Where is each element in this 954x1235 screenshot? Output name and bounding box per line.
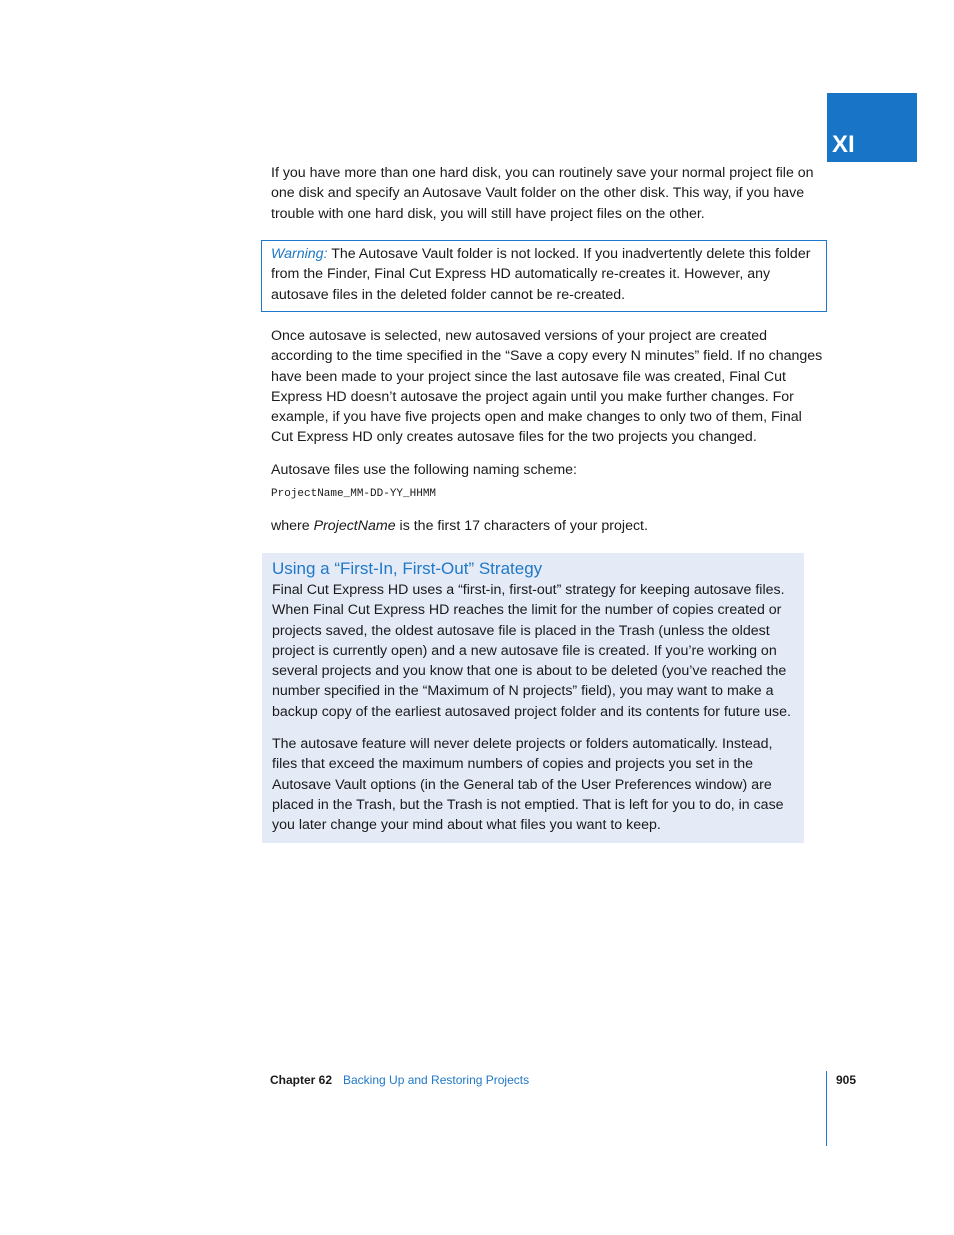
warning-note: [261, 240, 827, 312]
naming-code: ProjectName_MM-DD-YY_HHMM: [271, 488, 437, 500]
naming-intro: Autosave files use the following naming scheme:: [271, 462, 577, 478]
where-prefix: where: [271, 518, 314, 534]
strategy-paragraph-1: Final Cut Express HD uses a “first-in, first-out” strategy for keeping autosave files. When Final Cut Express HD reaches the limit for the number of copies created or projects saved, the oldest autosave file is placed in the Trash (unless the oldest project is currently open) and a new autosave file is created. If you’re working on several projects and you know that one is about to be deleted (you’ve reached the number specified in the “Maximum of N projects” field), you may want to make a backup copy of the earliest autosaved project folder and its contents for future use.: [272, 582, 791, 720]
footer-chapter: Chapter 62: [270, 1073, 333, 1087]
warning-label: Warning:: [271, 246, 328, 262]
footer-divider: [826, 1071, 827, 1146]
strategy-heading: Using a “First-In, First-Out” Strategy: [272, 559, 543, 578]
autosave-paragraph: Once autosave is selected, new autosaved versions of your project are created according to the time specified in the “Save a copy every N minutes” field. If no changes have been made to your project since the last autosave file was created, Final Cut Express HD doesn’t autosave the project again until you make further changes. For example, if you have five projects open and make changes to only two of them, Final Cut Express HD only creates autosave files for the two projects you changed.: [271, 328, 823, 446]
part-tab: [827, 93, 917, 162]
intro-paragraph: If you have more than one hard disk, you can routinely save your normal project file on one disk and specify an Autosave Vault folder on the other disk. This way, if you have trouble with one hard disk, you will still have project files on the other.: [271, 165, 814, 222]
strategy-paragraph-2: The autosave feature will never delete projects or folders automatically. Instead, files that exceed the maximum numbers of copies and projects you set in the Autosave Vault options (in the General tab of the User Preferences window) are placed in the Trash, but the Trash is not emptied. That is left for you to do, in case you later change your mind about what files you want to keep.: [272, 736, 784, 834]
where-term: ProjectName: [313, 518, 396, 534]
page-number: 905: [836, 1073, 857, 1087]
strategy-callout: [262, 553, 804, 843]
warning-text: The Autosave Vault folder is not locked. If you inadvertently delete this folder from the Finder, Final Cut Express HD automatically re-creates it. However, any autosave files in the deleted folder cannot be re-created.: [271, 246, 811, 303]
footer-chapter-title[interactable]: Backing Up and Restoring Projects: [343, 1073, 530, 1087]
part-tab-label: XI: [832, 131, 855, 158]
where-suffix: is the first 17 characters of your project.: [395, 518, 648, 534]
where-paragraph: [271, 516, 827, 536]
